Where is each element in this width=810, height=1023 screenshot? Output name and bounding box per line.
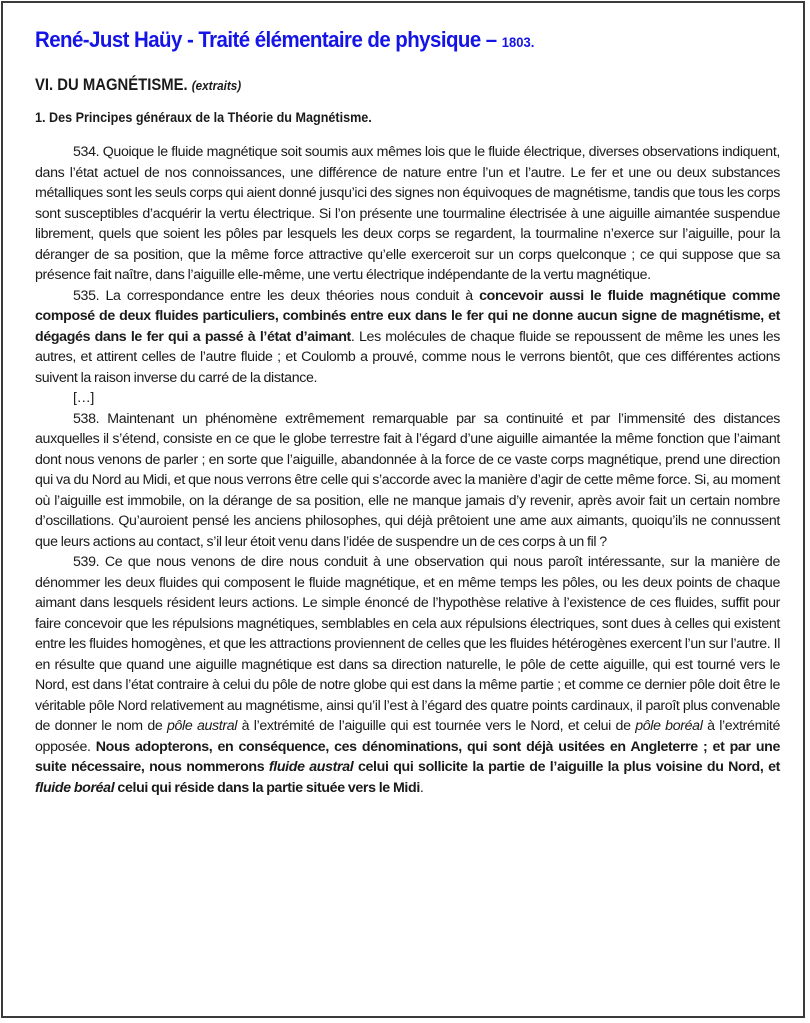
section-title: VI. DU MAGNÉTISME.	[35, 76, 188, 94]
paragraph-539	[35, 552, 780, 798]
title-year: 1803.	[501, 34, 535, 50]
paragraph-534: 534. Quoique le fluide magnétique soit soumis aux mêmes lois que le fluide électrique, diverses observations indiquent, dans l’état actuel de nos connoissances, une différence de nature entre l’un et l’autre. Le fer et une ou deux substances métalliques sont les seuls corps qui aient donné jusqu’ici des signes non équivoques de magnétisme, tandis que tous les corps sont susceptibles d’acquérir la vertu électrique. Si l’on présente une tourmaline électrisée à une aiguille aimantée suspendue librement, quels que soient les pôles par lesquels les deux corps se regardent, la tourmaline n’exerce sur l’aiguille, pour la déranger de sa position, que la même force attractive qu’elle exerceroit sur un corps quelconque ; ce qui suppose que sa présence fait naître, dans l’aiguille elle-même, une vertu électrique indépendante de la vertu magnétique.	[35, 144, 780, 283]
term-pole-boreal: pôle boréal	[635, 718, 703, 734]
paragraph-535-tail: . Les molécules de chaque fluide se repoussent de même les unes les autres, et attirent celles de l’autre fluide ; et Coulomb a prouvé, comme nous le verrons bientôt, que ces différentes actions suivent la raison inverse du carré de la distance.	[35, 328, 781, 386]
term-fluide-austral: fluide austral	[268, 759, 354, 775]
ellipsis: […]	[73, 390, 95, 406]
section-note: (extraits)	[191, 78, 242, 93]
paragraph-539-lead: 539. Ce que nous venons de dire nous conduit à une observation qui nous paroît intéressante, sur la manière de dénommer les deux fluides qui composent le fluide magnétique, et en même temps les pôles, ou les deux points de chaque aimant dans lesquels résident leurs actions. Le simple énoncé de l’hypothèse relative à l’existence de ces fluides, suffit pour faire concevoir que les répulsions magnétiques, semblables en cela aux répulsions électriques, sont dues à celles qui existent entre les fluides homogènes, et que les attractions proviennent de celles que les fluides hétérogènes exercent l’un sur l’autre. Il en résulte que quand une aiguille magnétique est dans sa direction naturelle, le pôle de cette aiguille, qui est tourné vers le Nord, est dans l’état contraire à celui du pôle de notre globe qui est dans la même partie ; et comme ce dernier pôle doit être le véritable pôle Nord relativement au magnétisme, ainsi qu’il l’est à l’égard des quatre points cardinaux, il paroît plus convenable de donner le nom de	[35, 554, 780, 734]
paragraph-539-mid1: à l’extrémité de l’aiguille qui est tournée vers le Nord, et celui de	[237, 718, 636, 734]
term-fluide-boreal: fluide boréal	[35, 779, 115, 796]
title-text: René-Just Haüy - Traité élémentaire de physique –	[35, 27, 497, 52]
paragraph-539-bold2: celui qui sollicite la partie de l’aiguille la plus voisine du Nord, et	[353, 759, 781, 775]
paragraph-535	[35, 286, 780, 389]
paragraph-535-lead: 535. La correspondance entre les deux théories nous conduit à	[73, 287, 480, 304]
paragraph-538: 538. Maintenant un phénomène extrêmement remarquable par sa continuité et par l’immensité des distances auxquelles il s’étend, consiste en ce que le globe terrestre fait à l’égard d’une aiguille aimantée la même fonction que l’aimant dont nous venons de parler ; en sorte que l’aiguille, abandonnée à la force de ce vaste corps magnétique, prend une direction qui va du Nord au Midi, et que nous verrons être celle qui s’accorde avec la manière d’agir de cette même force. Si, au moment où l’aiguille est immobile, on la dérange de sa position, elle ne manque jamais d’y revenir, après avoir fait un certain nombre d’oscillations. Qu’auroient pensé les anciens philosophes, qui déjà prêtoient une ame aux aimants, quoiqu’ils ne connussent que leurs actions au contact, s’il leur étoit venu dans l’idée de suspendre un de ces corps à un fil ?	[35, 410, 780, 550]
paragraph-539-end: .	[419, 779, 424, 796]
document-content	[35, 13, 780, 798]
document-page	[1, 1, 805, 1018]
paragraph-535-bold: concevoir aussi le fluide magnétique comme composé de deux fluides particuliers, combinés entre eux dans le fer qui ne donne aucun signe de magnétisme, et dégagés dans le fer qui a passé à l’état d’aimant	[35, 287, 780, 345]
term-pole-austral: pôle austral	[166, 718, 238, 734]
body-text	[35, 142, 780, 798]
paragraph-539-bold3: celui qui réside dans la partie située vers le Midi	[114, 779, 420, 796]
document-title	[35, 23, 728, 59]
section-heading	[35, 73, 706, 98]
subsection-heading: 1. Des Principes généraux de la Théorie du Magnétisme.	[35, 109, 372, 125]
paragraph-539-mid2: à l’extrémité opposée.	[35, 718, 781, 755]
paragraph-539-bold1: Nous adopterons, en conséquence, ces dénominations, qui sont déjà usitées en Angleterre ; et par une suite nécessaire, nous nommerons	[35, 738, 780, 775]
